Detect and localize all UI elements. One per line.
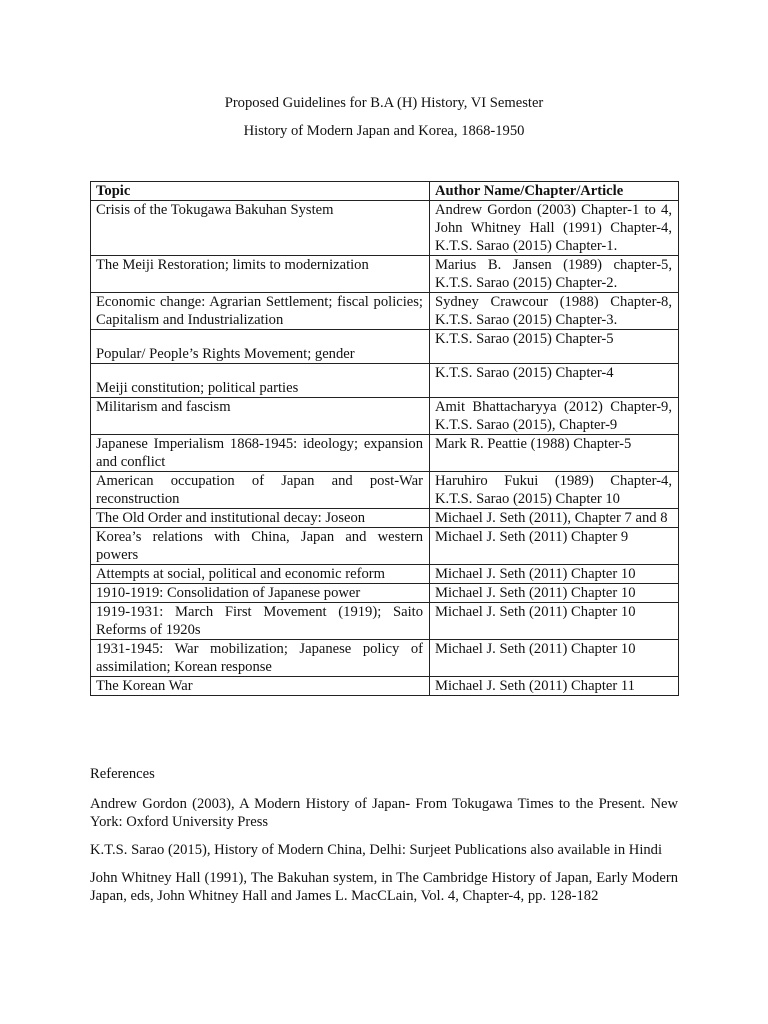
topic-cell: Crisis of the Tokugawa Bakuhan System [91, 201, 430, 256]
table-row [91, 472, 679, 509]
table-row [91, 201, 679, 256]
reading-cell: Sydney Crawcour (1988) Chapter-8, K.T.S. Sarao (2015) Chapter-3. [430, 293, 679, 330]
table-row [91, 565, 679, 584]
reading-cell: K.T.S. Sarao (2015) Chapter-5 [430, 330, 679, 364]
topic-cell: 1919-1931: March First Movement (1919); Saito Reforms of 1920s [91, 603, 430, 640]
table-row [91, 584, 679, 603]
table-row [91, 677, 679, 696]
column-header-topic: Topic [91, 182, 430, 201]
reading-cell: Marius B. Jansen (1989) chapter-5, K.T.S. Sarao (2015) Chapter-2. [430, 256, 679, 293]
table-row [91, 293, 679, 330]
references-heading: References [90, 766, 155, 782]
table-row [91, 256, 679, 293]
reference-item: K.T.S. Sarao (2015), History of Modern China, Delhi: Surjeet Publications also available in Hindi [90, 842, 663, 858]
topic-cell: The Old Order and institutional decay: Joseon [91, 509, 430, 528]
syllabus-table [90, 181, 679, 696]
topic-cell: Attempts at social, political and economic reform [91, 565, 430, 584]
table-row [91, 603, 679, 640]
table-row [91, 435, 679, 472]
reading-cell: Mark R. Peattie (1988) Chapter-5 [430, 435, 679, 472]
reading-cell: Michael J. Seth (2011), Chapter 7 and 8 [430, 509, 679, 528]
table-row [91, 640, 679, 677]
table-row [91, 330, 679, 364]
reading-cell: Andrew Gordon (2003) Chapter-1 to 4, John Whitney Hall (1991) Chapter-4, K.T.S. Sarao (2015) Chapter-1. [430, 201, 679, 256]
reading-cell: Michael J. Seth (2011) Chapter 10 [430, 603, 679, 640]
document-title: Proposed Guidelines for B.A (H) History, VI Semester [224, 95, 544, 111]
document-subtitle: History of Modern Japan and Korea, 1868-1950 [243, 123, 525, 139]
reference-item: John Whitney Hall (1991), The Bakuhan system, in The Cambridge History of Japan, Early Modern Japan, eds, John Whitney Hall and James L. MacCLain, Vol. 4, Chapter-4, pp. 128-182 [90, 870, 678, 904]
reference-item: Andrew Gordon (2003), A Modern History of Japan- From Tokugawa Times to the Present. New York: Oxford University Press [90, 796, 678, 830]
topic-cell: Korea’s relations with China, Japan and western powers [91, 528, 430, 565]
topic-cell: The Meiji Restoration; limits to modernization [91, 256, 430, 293]
reading-cell: K.T.S. Sarao (2015) Chapter-4 [430, 364, 679, 398]
table-row [91, 364, 679, 398]
references-section [90, 765, 678, 915]
reading-cell: Haruhiro Fukui (1989) Chapter-4, K.T.S. Sarao (2015) Chapter 10 [430, 472, 679, 509]
reading-cell: Michael J. Seth (2011) Chapter 10 [430, 584, 679, 603]
table-row [91, 528, 679, 565]
topic-cell: The Korean War [91, 677, 430, 696]
topic-cell: Meiji constitution; political parties [91, 364, 430, 398]
column-header-author: Author Name/Chapter/Article [430, 182, 679, 201]
reading-cell: Amit Bhattacharyya (2012) Chapter-9, K.T.S. Sarao (2015), Chapter-9 [430, 398, 679, 435]
topic-cell: 1931-1945: War mobilization; Japanese policy of assimilation; Korean response [91, 640, 430, 677]
topic-cell: Militarism and fascism [91, 398, 430, 435]
reading-cell: Michael J. Seth (2011) Chapter 10 [430, 565, 679, 584]
topic-cell: Economic change: Agrarian Settlement; fiscal policies; Capitalism and Industrialization [91, 293, 430, 330]
table-row [91, 509, 679, 528]
topic-cell: Japanese Imperialism 1868-1945: ideology; expansion and conflict [91, 435, 430, 472]
topic-cell: American occupation of Japan and post-War reconstruction [91, 472, 430, 509]
table-row [91, 398, 679, 435]
reading-cell: Michael J. Seth (2011) Chapter 11 [430, 677, 679, 696]
reading-cell: Michael J. Seth (2011) Chapter 10 [430, 640, 679, 677]
table-header-row [91, 182, 679, 201]
topic-cell: Popular/ People’s Rights Movement; gender [91, 330, 430, 364]
topic-cell: 1910-1919: Consolidation of Japanese power [91, 584, 430, 603]
reading-cell: Michael J. Seth (2011) Chapter 9 [430, 528, 679, 565]
